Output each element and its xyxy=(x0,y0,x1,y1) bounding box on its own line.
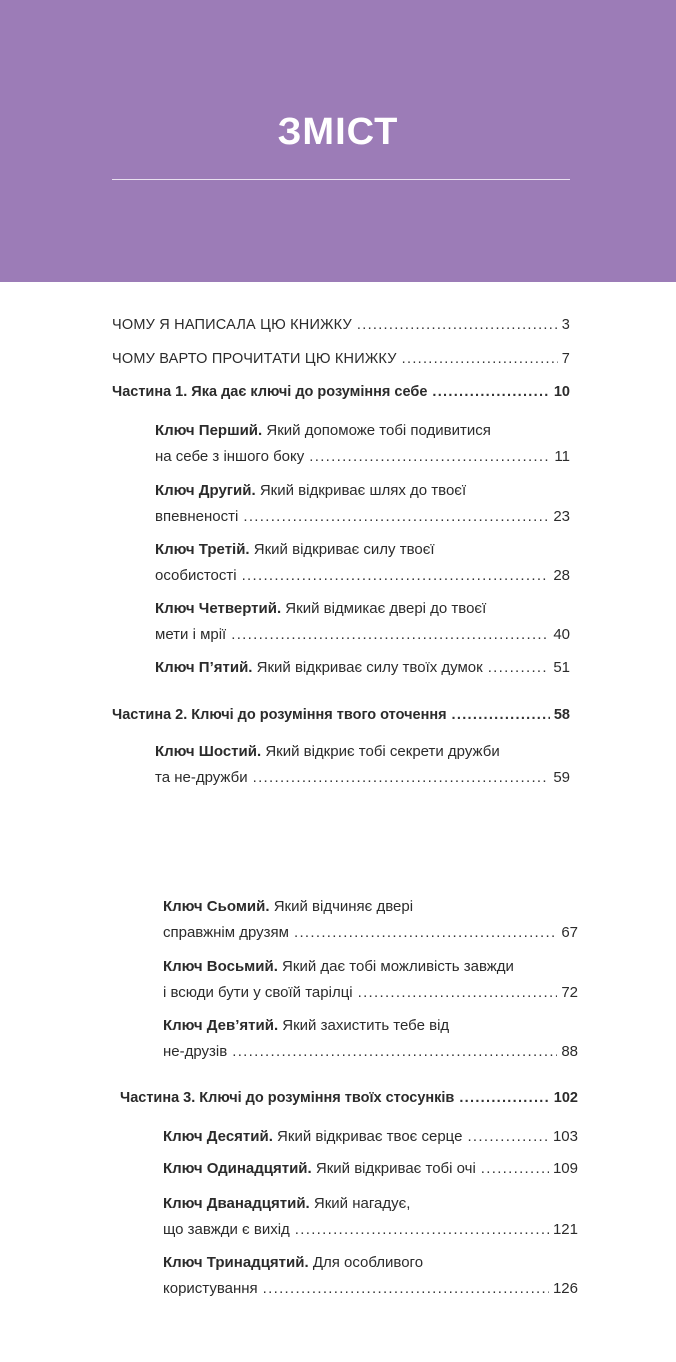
toc-key-9[interactable] xyxy=(163,1013,578,1065)
key-desc: Який відкриває силу твоїх думок xyxy=(256,659,483,676)
page-number: 51 xyxy=(553,659,570,676)
key-desc-cont: особистості xyxy=(155,567,237,584)
key-desc: Для особливого xyxy=(312,1254,424,1271)
leader-dots xyxy=(242,563,550,589)
page-number: 11 xyxy=(554,448,570,465)
key-name: Ключ Третій. xyxy=(155,541,250,558)
key-desc-cont: впевненості xyxy=(155,508,239,525)
page-number: 40 xyxy=(553,626,570,643)
leader-dots xyxy=(231,622,549,648)
key-name: Ключ Восьмий. xyxy=(163,958,278,975)
leader-dots xyxy=(309,444,550,470)
page-number: 109 xyxy=(552,1160,578,1177)
key-desc-cont: справжнім друзям xyxy=(163,924,289,941)
key-desc-cont: і всюди бути у своїй тарілці xyxy=(163,984,353,1001)
page-number: 67 xyxy=(561,924,578,941)
key-name: Ключ Дев’ятий. xyxy=(163,1017,279,1034)
toc-part-3[interactable] xyxy=(120,1085,578,1111)
leader-dots xyxy=(452,702,550,728)
page-title: ЗМІСТ xyxy=(277,111,399,153)
part-label: Частина 2. Ключі до розуміння твого оточення xyxy=(112,707,447,723)
key-desc-cont: на себе з іншого боку xyxy=(155,448,305,465)
key-name: Ключ Четвертий. xyxy=(155,600,282,617)
leader-dots xyxy=(459,1085,549,1111)
key-name: Ключ Одинадцятий. xyxy=(163,1160,312,1177)
toc-key-1[interactable] xyxy=(155,418,570,470)
toc-entry-label: ЧОМУ Я НАПИСАЛА ЦЮ КНИЖКУ xyxy=(112,317,352,333)
key-desc-cont: користування xyxy=(163,1280,258,1297)
key-desc: Який допоможе тобі подивитися xyxy=(266,422,491,439)
toc-key-12[interactable] xyxy=(163,1191,578,1243)
leader-dots xyxy=(402,346,558,372)
toc-key-13[interactable] xyxy=(163,1250,578,1302)
toc-entry-why-read[interactable] xyxy=(112,346,570,372)
toc-part-2[interactable] xyxy=(112,702,570,728)
key-desc: Який відкриває тобі очі xyxy=(315,1160,476,1177)
key-name: Ключ Тринадцятий. xyxy=(163,1254,309,1271)
key-desc: Який захистить тебе від xyxy=(282,1017,450,1034)
toc-key-11[interactable] xyxy=(163,1156,578,1182)
key-desc: Який відкриє тобі секрети дружби xyxy=(265,743,500,760)
key-desc: Який нагадує, xyxy=(313,1195,411,1212)
toc-key-5[interactable] xyxy=(155,655,570,681)
page-number: 72 xyxy=(561,984,578,1001)
key-name: Ключ Другий. xyxy=(155,482,256,499)
page-number: 103 xyxy=(552,1128,578,1145)
key-name: Ключ Десятий. xyxy=(163,1128,273,1145)
key-name: Ключ П’ятий. xyxy=(155,659,253,676)
key-desc: Який дає тобі можливість завжди xyxy=(282,958,514,975)
leader-dots xyxy=(263,1276,549,1302)
page-number: 23 xyxy=(553,508,570,525)
toc-entry-label: ЧОМУ ВАРТО ПРОЧИТАТИ ЦЮ КНИЖКУ xyxy=(112,351,397,367)
key-desc: Який відкриває твоє серце xyxy=(277,1128,463,1145)
header-banner xyxy=(0,0,676,282)
key-desc-cont: мети і мрії xyxy=(155,626,227,643)
leader-dots xyxy=(467,1124,549,1150)
key-name: Ключ Перший. xyxy=(155,422,263,439)
page-number: 126 xyxy=(552,1280,578,1297)
toc-key-6[interactable] xyxy=(155,739,570,791)
leader-dots xyxy=(232,1039,557,1065)
page-number: 58 xyxy=(553,707,570,723)
leader-dots xyxy=(358,980,558,1006)
page-number: 10 xyxy=(553,384,570,400)
leader-dots xyxy=(253,765,550,791)
leader-dots xyxy=(243,504,549,530)
toc-key-7[interactable] xyxy=(163,894,578,946)
part-label: Частина 1. Яка дає ключі до розуміння себе xyxy=(112,384,428,400)
leader-dots xyxy=(295,1217,549,1243)
key-desc: Який відкриває шлях до твоєї xyxy=(259,482,467,499)
page-number: 121 xyxy=(552,1221,578,1238)
page-number: 7 xyxy=(561,351,570,367)
page-number: 28 xyxy=(553,567,570,584)
page-number: 3 xyxy=(561,317,570,333)
page-number: 102 xyxy=(553,1090,578,1106)
title-divider xyxy=(112,179,570,180)
key-name: Ключ Сьомий. xyxy=(163,898,270,915)
toc-key-8[interactable] xyxy=(163,954,578,1006)
leader-dots xyxy=(481,1156,549,1182)
leader-dots xyxy=(357,312,558,338)
key-name: Ключ Дванадцятий. xyxy=(163,1195,310,1212)
toc-part-1[interactable] xyxy=(112,379,570,405)
leader-dots xyxy=(294,920,557,946)
key-name: Ключ Шостий. xyxy=(155,743,262,760)
toc-key-2[interactable] xyxy=(155,478,570,530)
toc-key-10[interactable] xyxy=(163,1124,578,1150)
leader-dots xyxy=(488,655,550,681)
key-desc-cont: не-друзів xyxy=(163,1043,228,1060)
toc-key-4[interactable] xyxy=(155,596,570,648)
leader-dots xyxy=(432,379,549,405)
key-desc-cont: та не-дружби xyxy=(155,769,248,786)
key-desc-cont: що завжди є вихід xyxy=(163,1221,290,1238)
key-desc: Який відкриває силу твоєї xyxy=(253,541,435,558)
key-desc: Який відмикає двері до твоєї xyxy=(285,600,487,617)
part-label: Частина 3. Ключі до розуміння твоїх стосунків xyxy=(120,1090,455,1106)
toc-key-3[interactable] xyxy=(155,537,570,589)
key-desc: Який відчиняє двері xyxy=(273,898,414,915)
toc-entry-why-wrote[interactable] xyxy=(112,312,570,338)
page-number: 88 xyxy=(561,1043,578,1060)
page-number: 59 xyxy=(553,769,570,786)
